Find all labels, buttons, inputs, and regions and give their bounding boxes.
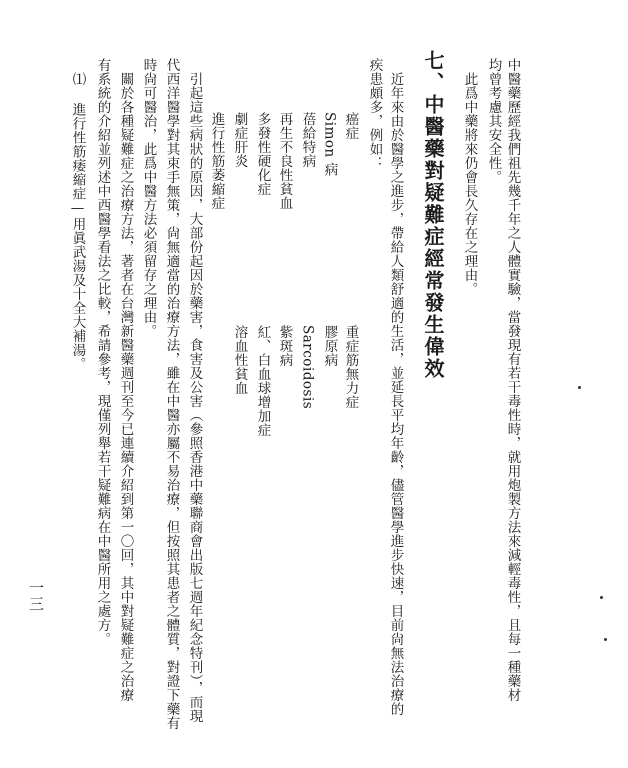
para2-line-1: 引起這些病狀的原因，大部份起因於藥害，食害及公害（參照香港中藥聯商會出版七週年紀念特刊），而現 <box>186 72 203 724</box>
disease-item: 膠原病 <box>321 325 338 367</box>
disease-item: 劇症肝炎 <box>231 112 248 168</box>
disease-item: 進行性筋萎縮症 <box>208 112 225 210</box>
para2-line-2: 代西洋醫學對其束手無策，尙無適當的治療方法，雖在中醫亦屬不易治療，但按照其患者之體質，對證下藥有 <box>163 58 180 730</box>
page-number: 一三 <box>27 580 45 612</box>
intro-line-2: 均曾考慮其安全性。 <box>485 58 502 184</box>
disease-item: 蓓給特病 <box>299 112 316 168</box>
scan-speck <box>604 638 607 641</box>
prescription-item-1: ⑴ 進行性筋痿縮症—用眞武湯及十全大補湯。 <box>69 72 86 371</box>
disease-item: 多發性硬化症 <box>254 112 271 196</box>
section-heading: 七、中醫藥對疑難症經常發生偉效 <box>421 50 445 380</box>
disease-item: 紫斑病 <box>276 325 293 367</box>
intro-line-3: 此爲中藥將來仍會長久存在之理由。 <box>461 72 478 296</box>
para2-line-3: 時尙可醫治，此爲中醫方法必須留存之理由。 <box>140 58 157 338</box>
para3-line-2: 有系統的介紹並列述中西醫學看法之比較，希請參考，現僅列舉若干疑難病在中醫所用之處方。 <box>94 58 111 646</box>
disease-item: 重症筋無力症 <box>342 325 359 409</box>
disease-item: 再生不良性貧血 <box>276 112 293 210</box>
para1-line-2: 疾患頗多，例如： <box>366 58 383 170</box>
intro-line-1: 中醫藥歷經我們祖先幾千年之人體實驗，當發現有若干毒性時，就用炮製方法來減輕毒性，且每一種藥材 <box>504 58 521 702</box>
scan-speck <box>600 596 603 599</box>
disease-item: Simon 病 <box>321 112 338 177</box>
disease-item: 紅、白血球增加症 <box>254 325 271 437</box>
scan-speck <box>578 386 581 389</box>
disease-item: 癌症 <box>342 112 359 140</box>
disease-item: Sarcoidosis <box>299 325 316 410</box>
disease-item: 溶血性貧血 <box>231 325 248 395</box>
para3-line-1: 關於各種疑難症之治療方法，著者在台灣新醫藥週刊至今已連續介紹到第一〇回，其中對疑難症之治療 <box>117 72 134 702</box>
para1-line-1: 近年來由於醫學之進步，帶給人類舒適的生活，並延長平均年齡，儘管醫學進步快速，目前尙無法治療的 <box>387 72 404 716</box>
